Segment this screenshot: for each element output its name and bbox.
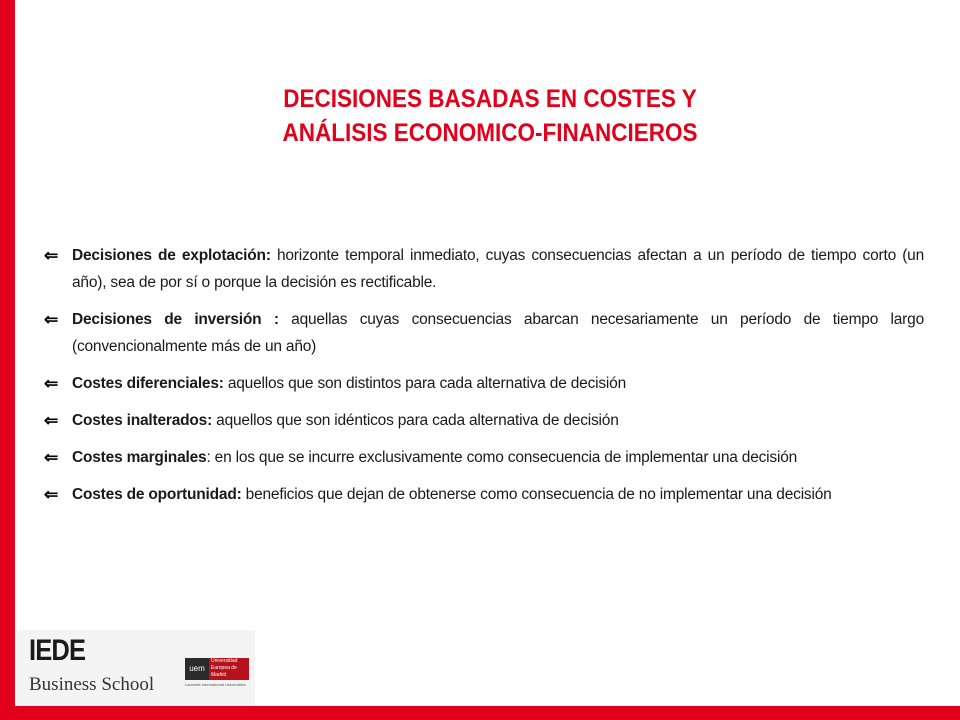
bullet-item (44, 481, 924, 508)
bullet-item (44, 407, 924, 434)
left-accent-bar (0, 0, 15, 720)
bullet-item (44, 370, 924, 397)
bullet-text (72, 370, 924, 397)
title-line-1: DECISIONES BASADAS EN COSTES Y (283, 85, 697, 113)
logo-subtitle: Business School (29, 674, 155, 695)
left-arrow-icon: ⇐ (44, 485, 59, 504)
slide-title (175, 82, 805, 150)
left-arrow-icon: ⇐ (44, 310, 59, 329)
bullet-list (44, 242, 924, 518)
left-arrow-icon: ⇐ (44, 448, 59, 467)
bullet-description: aquellas cuyas consecuencias abarcan necesariamente un período de tiempo largo (convencionalmente más de un año) (72, 311, 924, 355)
bullet-item (44, 306, 924, 360)
bullet-description: horizonte temporal inmediato, cuyas consecuencias afectan a un período de tiempo corto (un año), sea de por sí o porque la decisión es rectificable. (72, 247, 924, 291)
bullet-description: beneficios que dejan de obtenerse como consecuencia de no implementar una decisión (241, 486, 832, 503)
bullet-text (72, 444, 924, 471)
bullet-text (72, 481, 924, 508)
bullet-text (72, 242, 924, 296)
uem-name: Universidad Europea de Madrid (209, 658, 249, 680)
bullet-term: Costes inalterados: (72, 412, 213, 429)
iede-logo: IEDE (29, 634, 86, 667)
bullet-term: Costes diferenciales: (72, 375, 224, 392)
bullet-term: Decisiones de inversión : (72, 311, 279, 328)
bullet-text (72, 306, 924, 360)
bullet-term: Costes de oportunidad: (72, 486, 242, 503)
left-arrow-icon: ⇐ (44, 246, 59, 265)
uem-mark: uem (185, 658, 209, 680)
university-logo (185, 654, 251, 688)
bullet-item (44, 242, 924, 296)
left-arrow-icon: ⇐ (44, 411, 59, 430)
left-arrow-icon: ⇐ (44, 374, 59, 393)
bullet-description: aquellos que son idénticos para cada alternativa de decisión (212, 412, 619, 429)
bullet-term: Costes marginales (72, 449, 207, 466)
footer-logos (17, 630, 255, 706)
title-line-2: ANÁLISIS ECONOMICO-FINANCIEROS (282, 119, 698, 147)
bullet-term: Decisiones de explotación: (72, 247, 271, 264)
uem-caption: Laureate International Universities (185, 682, 246, 687)
bottom-accent-bar (0, 706, 960, 720)
bullet-item (44, 444, 924, 471)
bullet-description: : en los que se incurre exclusivamente como consecuencia de implementar una decisión (206, 449, 798, 466)
bullet-description: aquellos que son distintos para cada alternativa de decisión (223, 375, 627, 392)
bullet-text (72, 407, 924, 434)
